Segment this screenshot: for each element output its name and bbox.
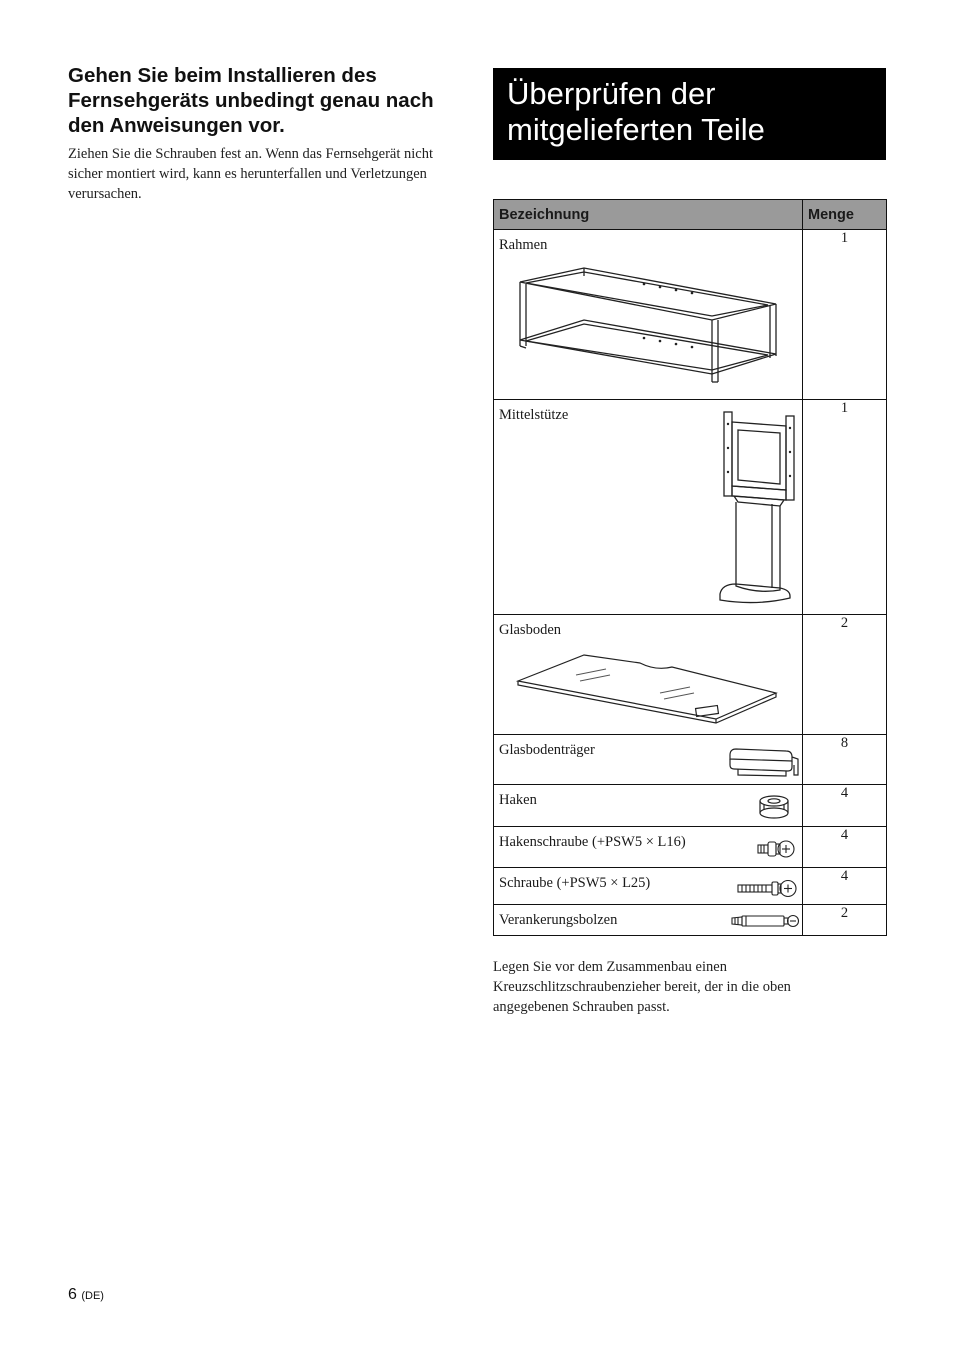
center-support-icon — [716, 408, 802, 608]
table-header-row — [494, 200, 887, 230]
page-number-value: 6 — [68, 1286, 77, 1303]
part-name: Haken — [499, 792, 537, 808]
parts-table — [493, 199, 887, 936]
glass-shelf-bracket-icon — [726, 745, 800, 779]
part-qty: 8 — [803, 735, 887, 785]
part-qty: 4 — [803, 868, 887, 905]
header-name: Bezeichnung — [494, 200, 803, 230]
table-row — [494, 230, 887, 400]
part-name: Glasboden — [499, 622, 562, 638]
warning-text: Ziehen Sie die Schrauben fest an. Wenn das Fernsehgerät nicht sicher montiert wird, kann es herunterfallen und Verletzungen verursachen. — [68, 146, 433, 202]
table-row — [494, 868, 887, 905]
section-banner — [493, 68, 886, 160]
part-qty: 1 — [803, 400, 887, 615]
part-qty: 2 — [803, 615, 887, 735]
part-name: Mittelstütze — [499, 407, 569, 423]
tool-note: Legen Sie vor dem Zusammenbau einen Kreuzschlitzschraubenzieher bereit, der in die oben angegebenen Schrauben passt. — [493, 959, 791, 1015]
warning-heading: Gehen Sie beim Installieren des Fernsehgeräts unbedingt genau nach den Anweisungen vor. — [68, 64, 434, 137]
part-name: Schraube (+PSW5 × L25) — [499, 875, 651, 891]
hook-icon — [756, 794, 792, 820]
part-qty: 4 — [803, 785, 887, 827]
part-name: Verankerungsbolzen — [499, 912, 618, 928]
part-qty: 4 — [803, 827, 887, 868]
part-name: Hakenschraube (+PSW5 × L16) — [499, 834, 686, 850]
part-qty: 1 — [803, 230, 887, 400]
table-row — [494, 400, 887, 615]
screw-icon — [736, 877, 798, 899]
page-number — [68, 1286, 104, 1304]
header-qty: Menge — [803, 200, 887, 230]
table-row — [494, 785, 887, 827]
part-name: Rahmen — [499, 237, 548, 253]
section-title: Überprüfen der mitgelieferten Teile — [507, 76, 765, 147]
part-name: Glasbodenträger — [499, 742, 595, 758]
table-row — [494, 615, 887, 735]
part-qty: 2 — [803, 905, 887, 936]
frame-icon — [514, 266, 784, 394]
table-row — [494, 735, 887, 785]
anchor-bolt-icon — [730, 912, 800, 930]
language-code: (DE) — [81, 1290, 104, 1302]
table-row — [494, 905, 887, 936]
table-row — [494, 827, 887, 868]
glass-shelf-icon — [516, 651, 780, 725]
hook-screw-icon — [756, 837, 796, 861]
